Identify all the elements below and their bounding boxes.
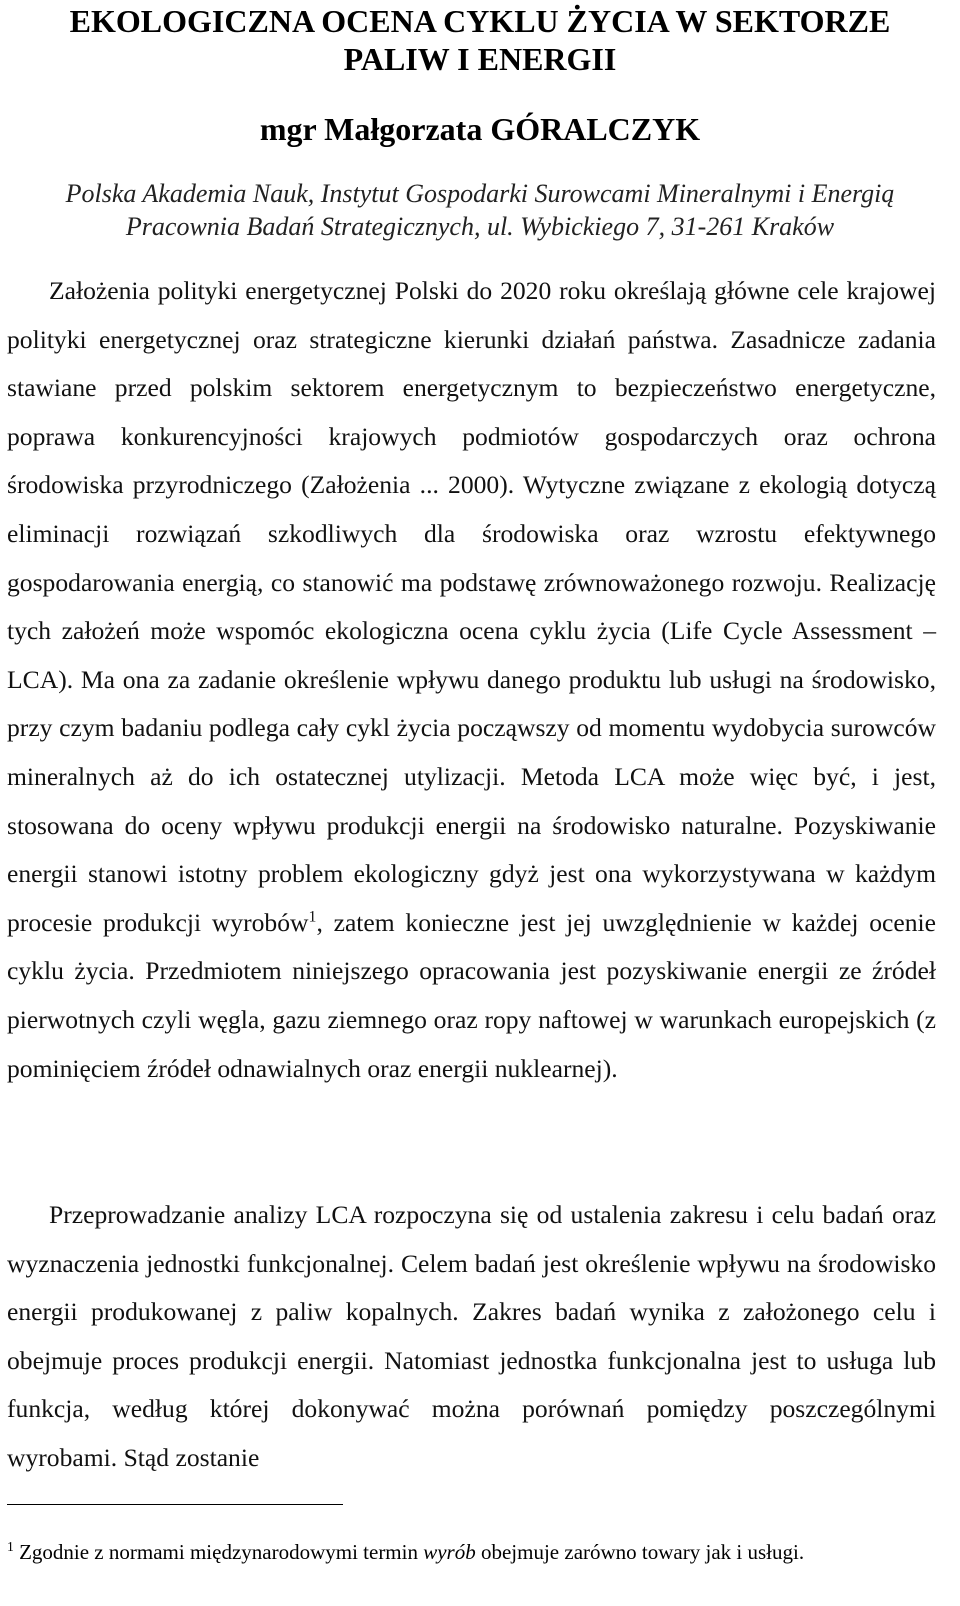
footnote-separator [7,1504,343,1505]
title-line-1: EKOLOGICZNA OCENA CYKLU ŻYCIA W SEKTORZE [69,3,891,39]
footnote [7,1538,936,1566]
affiliation-line-1: Polska Akademia Nauk, Instytut Gospodarki Surowcami Mineralnymi i Energią [65,179,895,208]
affiliation-line-2: Pracownia Badań Strategicznych, ul. Wybickiego 7, 31-261 Kraków [125,212,835,241]
title-line-2: PALIW I ENERGII [343,41,617,77]
footnote-text-end: obejmuje zarówno towary jak i usługi. [475,1540,805,1564]
footnote-text: Zgodnie z normami międzynarodowymi termin [13,1540,424,1564]
footnote-reference: 1 [308,908,317,926]
footnote-term: wyrób [423,1540,476,1564]
paragraph-1-text-continued: , zatem konieczne jest jej uwzględnienie w każdej ocenie cyklu życia. Przedmiotem niniejszego opracowania jest pozyskiwanie energii ze źródeł pierwotnych czyli węgla, gazu ziemnego oraz ropy naftowej w warunkach europejskich (z pominięciem źródeł odnawialnych oraz energii nuklearnej). [7,907,936,1083]
body-paragraph-1 [7,267,936,1093]
paragraph-1-text: Założenia polityki energetycznej Polski do 2020 roku określają główne cele krajowej polityki energetycznej oraz strategiczne kierunki działań państwa. Zasadnicze zadania stawiane przed polskim sektorem energetycznym to bezpieczeństwo energetyczne, poprawa konkurencyjności krajowych podmiotów gospodarczych oraz ochrona środowiska przyrodniczego (Założenia ... 2000). Wytyczne związane z ekologią dotyczą eliminacji rozwiązań szkodliwych dla środowiska oraz wzrostu efektywnego gospodarowania energią, co stanowić ma podstawę zrównoważonego rozwoju. Realizację tych założeń może wspomóc ekologiczna ocena cyklu życia (Life Cycle Assessment – LCA). Ma ona za zadanie określenie wpływu danego produktu lub usługi na środowisko, przy czym badaniu podlega cały cykl życia począwszy od momentu wydobycia surowców mineralnych aż do ich ostatecznej utylizacji. Metoda LCA może więc być, i jest, stosowana do oceny wpływu produkcji energii na środowisko naturalne. Pozyskiwanie energii stanowi istotny problem ekologiczny gdyż jest ona wykorzystywana w każdym procesie produkcji wyrobów [7,276,936,937]
author-name: mgr Małgorzata GÓRALCZYK [259,111,701,147]
body-paragraph-2: Przeprowadzanie analizy LCA rozpoczyna się od ustalenia zakresu i celu badań oraz wyznaczenia jednostki funkcjonalnej. Celem badań jest określenie wpływu na środowisko energii produkowanej z paliw kopalnych. Zakres badań wynika z założonego celu i obejmuje proces produkcji energii. Natomiast jednostka funkcjonalna jest to usługa lub funkcja, według której dokonywać można porównań pomiędzy poszczególnymi wyrobami. Stąd zostanie [7,1200,936,1472]
footnote-mark: 1 [7,1539,14,1554]
